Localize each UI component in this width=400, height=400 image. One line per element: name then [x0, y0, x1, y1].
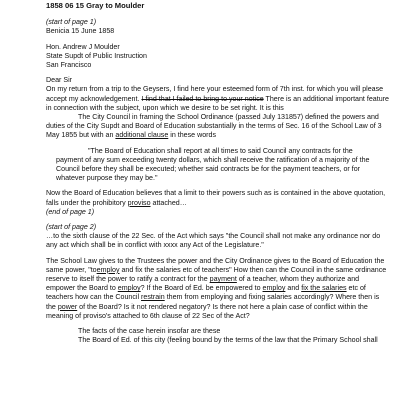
page-marker: (start of page 1): [46, 18, 97, 27]
paragraph: The Board of Ed. of this city (feeling bound by the terms of the law that the Primary School shall: [78, 336, 378, 345]
paragraph: On my return from a trip to the Geysers, I find here your esteemed form of 7th inst. for which you will please accept my acknowledgement. I find that I failed to bring to your notice There is an additional important feature in connection with the subject, upon which we desire to be set right. It is this: [46, 85, 389, 112]
block-quote: "The Board of Education shall report at all times to said Council any contracts for the payment of any sum exceeding twenty dollars, which shall receive the ratification of a majority of the Council before they shall be executed; whether said contracts be for the payment teachers, or for whatever purpose they may be.": [56, 146, 370, 183]
page-marker: (start of page 2): [46, 223, 97, 232]
paragraph: Now the Board of Education believes that a limit to their powers such as is contained in the above quotation, falls under the prohibitory proviso attached…: [46, 189, 386, 207]
struck-text: I find that I failed to bring to your notice: [141, 94, 264, 103]
document-title: 1858 06 15 Gray to Moulder: [46, 1, 145, 10]
paragraph: The facts of the case herein insofar are these: [78, 327, 221, 336]
paragraph: The School Law gives to the Trustees the power and the City Ordinance gives to the Board of Education the same power, "toemploy and fix the salaries etc of teachers" How then can the Council in the same ordinance reserve to itself the power to ratify a contract for the payment of a teacher, whom they authorize and empower the Board to employ? If the Board of Ed. be empowered to employ and fix the salaries etc of teachers how can the Council restrain them from employing and fixing salaries accordingly? Where then is the power of the Board? Is it not rendered negatory? Is there not here a plain case of conflict within the meaning of proviso's attached to 6th clause of 22 Sec of the Act?: [46, 256, 387, 320]
recipient-name: Hon. Andrew J Moulder: [46, 42, 120, 51]
page-marker: (end of page 1): [46, 207, 95, 216]
paragraph: …to the sixth clause of the 22 Sec. of the Act which says "the Council shall not make any ordinance nor do any act which shall be in conflict with xxxx any Act of the Legislature.": [46, 232, 381, 250]
paragraph: The City Council in framing the School Ordinance (passed July 131857) defined the powers and duties of the City Supdt and Board of Education substantially in the terms of Sec. 16 of the School Law of 3 May 1855 but with an additional clause in these words: [46, 113, 382, 140]
salutation: Dear Sir: [46, 76, 73, 85]
dateline: Benicia 15 June 1858: [46, 27, 115, 36]
recipient-city: San Francisco: [46, 61, 92, 70]
recipient-title: State Supdt of Public Instruction: [46, 51, 147, 60]
